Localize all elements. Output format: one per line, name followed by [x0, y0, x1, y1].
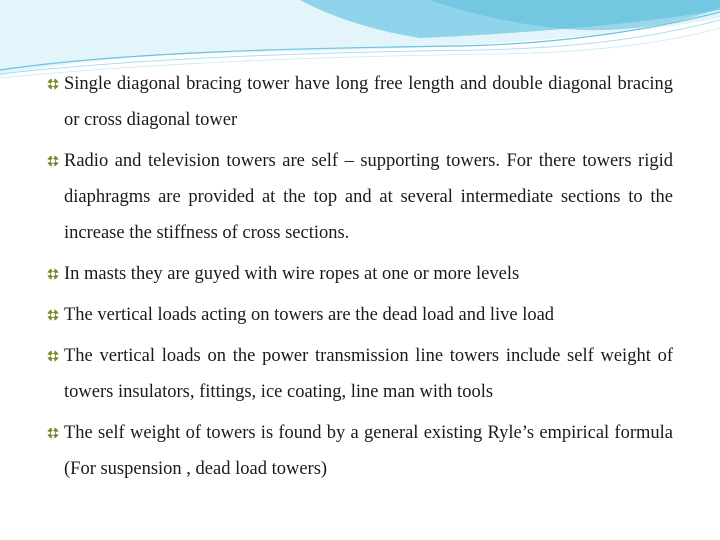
flower-bullet-icon: [47, 350, 59, 362]
bullet-item: [47, 338, 673, 410]
flower-bullet-icon: [47, 427, 59, 439]
bullet-item: [47, 415, 673, 487]
flower-bullet-icon: [47, 309, 59, 321]
bullet-list: [47, 66, 673, 492]
flower-bullet-icon: [47, 268, 59, 280]
bullet-text: The vertical loads on the power transmission line towers include self weight of towers insulators, fittings, ice coating, line man with tools: [64, 346, 673, 402]
bullet-item: [47, 256, 673, 292]
bullet-text: The self weight of towers is found by a general existing Ryle’s empirical formula (For suspension , dead load towers): [64, 423, 673, 479]
bullet-text: In masts they are guyed with wire ropes at one or more levels: [64, 264, 520, 284]
bullet-item: [47, 66, 673, 138]
flower-bullet-icon: [47, 155, 59, 167]
flower-bullet-icon: [47, 78, 59, 90]
bullet-item: [47, 143, 673, 251]
bullet-item: [47, 297, 673, 333]
bullet-text: Radio and television towers are self – supporting towers. For there towers rigid diaphragms are provided at the top and at several intermediate sections to the increase the stiffness of cross sections.: [64, 151, 673, 243]
bullet-text: Single diagonal bracing tower have long free length and double diagonal bracing or cross diagonal tower: [64, 74, 673, 130]
bullet-text: The vertical loads acting on towers are the dead load and live load: [64, 305, 555, 325]
